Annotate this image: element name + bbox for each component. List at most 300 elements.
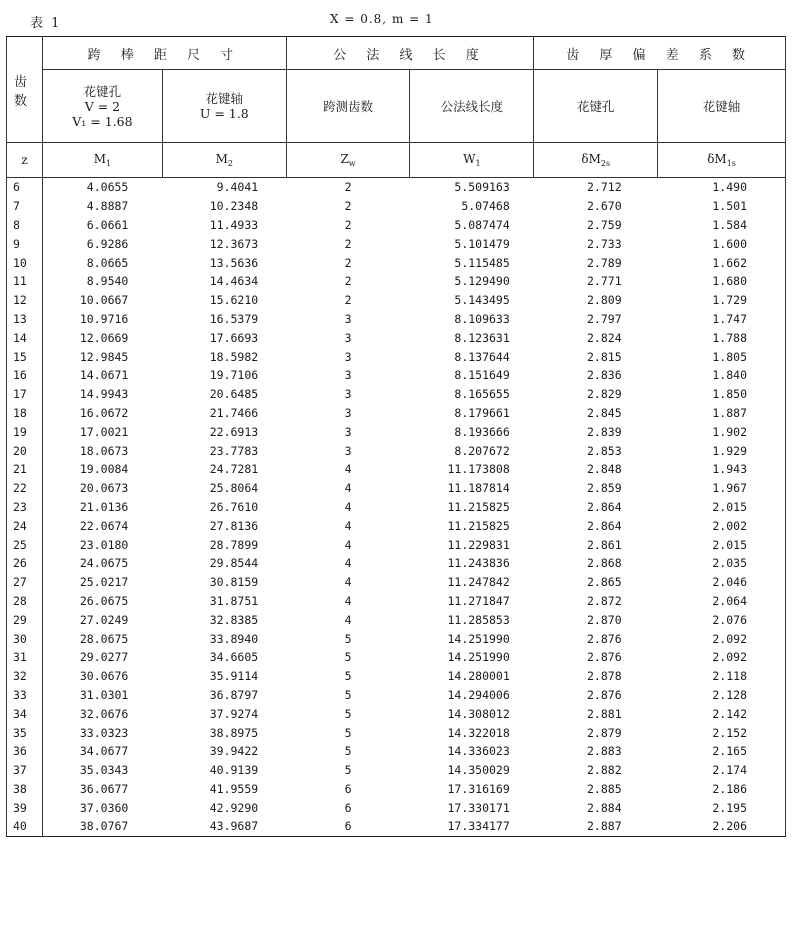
cell-m1: 16.0672 — [79, 405, 129, 420]
cell-dm-hole: 2.864 — [587, 518, 622, 533]
cell-dm-hole: 2.853 — [587, 443, 622, 458]
cell-m2: 20.6485 — [209, 387, 259, 402]
cell-teeth-spanned: 3 — [344, 349, 352, 364]
cell-dm-hole: 2.872 — [587, 593, 622, 608]
cell-dm-shaft: 1.662 — [712, 255, 747, 270]
cell-m2: 12.3673 — [209, 236, 259, 251]
cell-dm-hole: 2.861 — [587, 537, 622, 552]
table-row — [7, 648, 786, 667]
cell-m2: 16.5379 — [209, 311, 259, 326]
cell-w1: 8.207672 — [454, 443, 510, 458]
cell-m1: 14.0671 — [79, 368, 129, 383]
cell-dm-hole: 2.865 — [587, 575, 622, 590]
cell-m2: 19.7106 — [209, 368, 259, 383]
cell-dm-shaft: 2.206 — [712, 819, 747, 834]
symbol-dm-hole: $\delta M_{2s}$ — [534, 143, 658, 178]
cell-dm-hole: 2.839 — [587, 424, 622, 439]
group-header-thickness-deviation: 齿 厚 偏 差 系 数 — [534, 37, 786, 70]
cell-teeth-spanned: 3 — [344, 443, 352, 458]
cell-m2: 38.8975 — [209, 725, 259, 740]
table-row — [7, 422, 786, 441]
cell-dm-shaft: 2.195 — [712, 800, 747, 815]
cell-dm-shaft: 1.902 — [712, 424, 747, 439]
cell-dm-hole: 2.876 — [587, 687, 622, 702]
symbol-z: z — [7, 143, 43, 178]
cell-teeth-spanned: 5 — [344, 669, 352, 684]
cell-m2: 23.7783 — [209, 443, 259, 458]
cell-teeth-spanned: 4 — [344, 575, 352, 590]
cell-dm-shaft: 2.015 — [712, 499, 747, 514]
table-row — [7, 704, 786, 723]
cell-teeth-spanned: 4 — [344, 556, 352, 571]
cell-m2: 10.2348 — [209, 199, 259, 214]
cell-m1: 38.0767 — [79, 819, 129, 834]
cell-dm-shaft: 2.186 — [712, 781, 747, 796]
table-row — [7, 347, 786, 366]
symbol-zw: $Z_w$ — [286, 143, 410, 178]
cell-teeth-spanned: 2 — [344, 199, 352, 214]
cell-dm-shaft: 2.152 — [712, 725, 747, 740]
cell-dm-hole: 2.797 — [587, 311, 622, 326]
cell-w1: 5.087474 — [454, 217, 510, 232]
cell-teeth-spanned: 2 — [344, 255, 352, 270]
table-row — [7, 516, 786, 535]
cell-dm-hole: 2.882 — [587, 763, 622, 778]
table-row — [7, 798, 786, 817]
cell-teeth-spanned: 3 — [344, 330, 352, 345]
cell-teeth-spanned: 4 — [344, 537, 352, 552]
cell-w1: 17.316169 — [447, 781, 510, 796]
cell-m2: 24.7281 — [209, 462, 259, 477]
cell-teeth-spanned: 4 — [344, 499, 352, 514]
cell-w1: 8.109633 — [454, 311, 510, 326]
col-header-spline-shaft — [162, 70, 286, 143]
table-row — [7, 723, 786, 742]
cell-m1: 24.0675 — [79, 556, 129, 571]
cell-gear-count: 24 — [7, 516, 43, 535]
cell-m1: 4.0655 — [86, 180, 129, 195]
cell-gear-count: 25 — [7, 535, 43, 554]
cell-w1: 14.308012 — [447, 706, 510, 721]
table-row — [7, 761, 786, 780]
cell-m1: 26.0675 — [79, 593, 129, 608]
cell-m1: 17.0021 — [79, 424, 129, 439]
cell-w1: 8.165655 — [454, 387, 510, 402]
cell-dm-shaft: 2.118 — [712, 669, 747, 684]
symbol-w1: $W_1$ — [410, 143, 534, 178]
cell-teeth-spanned: 5 — [344, 650, 352, 665]
cell-gear-count: 23 — [7, 498, 43, 517]
cell-dm-hole: 2.815 — [587, 349, 622, 364]
cell-m1: 31.0301 — [79, 687, 129, 702]
cell-teeth-spanned: 3 — [344, 424, 352, 439]
cell-m2: 14.4634 — [209, 274, 259, 289]
cell-m1: 14.9943 — [79, 387, 129, 402]
cell-w1: 11.215825 — [447, 499, 510, 514]
cell-m2: 34.6605 — [209, 650, 259, 665]
cell-m2: 26.7610 — [209, 499, 259, 514]
group-header-common-normal: 公 法 线 长 度 — [286, 37, 534, 70]
cell-teeth-spanned: 6 — [344, 819, 352, 834]
cell-m2: 39.9422 — [209, 744, 259, 759]
cell-gear-count: 16 — [7, 366, 43, 385]
cell-m1: 30.0676 — [79, 669, 129, 684]
cell-dm-shaft: 1.600 — [712, 236, 747, 251]
group-header-span-distance: 跨 棒 距 尺 寸 — [42, 37, 286, 70]
cell-dm-shaft: 2.142 — [712, 706, 747, 721]
cell-gear-count: 34 — [7, 704, 43, 723]
cell-m2: 28.7899 — [209, 537, 259, 552]
col-header-name: 花键孔 — [83, 83, 122, 99]
cell-gear-count: 32 — [7, 667, 43, 686]
cell-dm-shaft: 1.501 — [712, 199, 747, 214]
cell-w1: 17.334177 — [447, 819, 510, 834]
cell-teeth-spanned: 2 — [344, 293, 352, 308]
table-parameters: X = 0.8, m = 1 — [330, 12, 434, 26]
cell-gear-count: 8 — [7, 216, 43, 235]
col-header-common-normal-length: 公法线长度 — [410, 70, 534, 143]
cell-dm-shaft: 2.174 — [712, 763, 747, 778]
col-header-deviation-shaft: 花键轴 — [658, 70, 786, 143]
cell-m2: 25.8064 — [209, 481, 259, 496]
symbol-m1: $M_1$ — [42, 143, 162, 178]
cell-dm-shaft: 2.128 — [712, 687, 747, 702]
cell-gear-count: 10 — [7, 253, 43, 272]
table-row — [7, 328, 786, 347]
cell-dm-hole: 2.868 — [587, 556, 622, 571]
cell-teeth-spanned: 4 — [344, 612, 352, 627]
cell-dm-hole: 2.789 — [587, 255, 622, 270]
cell-w1: 14.280001 — [447, 669, 510, 684]
cell-teeth-spanned: 4 — [344, 518, 352, 533]
table-row — [7, 498, 786, 517]
cell-w1: 14.294006 — [447, 687, 510, 702]
cell-gear-count: 27 — [7, 573, 43, 592]
cell-w1: 11.285853 — [447, 612, 510, 627]
cell-dm-hole: 2.878 — [587, 669, 622, 684]
cell-w1: 14.251990 — [447, 631, 510, 646]
cell-teeth-spanned: 6 — [344, 800, 352, 815]
cell-m1: 8.0665 — [86, 255, 129, 270]
cell-dm-hole: 2.887 — [587, 819, 622, 834]
cell-dm-shaft: 1.584 — [712, 217, 747, 232]
table-row — [7, 404, 786, 423]
cell-dm-shaft: 1.887 — [712, 405, 747, 420]
cell-dm-shaft: 2.035 — [712, 556, 747, 571]
cell-gear-count: 14 — [7, 328, 43, 347]
col-header-spline-hole — [42, 70, 162, 143]
cell-dm-hole: 2.712 — [587, 180, 622, 195]
cell-dm-hole: 2.876 — [587, 631, 622, 646]
cell-w1: 5.101479 — [454, 236, 510, 251]
cell-m1: 34.0677 — [79, 744, 129, 759]
cell-dm-shaft: 2.046 — [712, 575, 747, 590]
cell-w1: 11.229831 — [447, 537, 510, 552]
cell-dm-hole: 2.845 — [587, 405, 622, 420]
table-row — [7, 780, 786, 799]
table-row — [7, 253, 786, 272]
cell-dm-hole: 2.876 — [587, 650, 622, 665]
cell-m1: 36.0677 — [79, 781, 129, 796]
cell-m1: 18.0673 — [79, 443, 129, 458]
table-row — [7, 441, 786, 460]
cell-gear-count: 26 — [7, 554, 43, 573]
cell-w1: 14.322018 — [447, 725, 510, 740]
cell-dm-hole: 2.771 — [587, 274, 622, 289]
table-row — [7, 178, 786, 197]
cell-w1: 14.336023 — [447, 744, 510, 759]
cell-m1: 23.0180 — [79, 537, 129, 552]
cell-m1: 35.0343 — [79, 763, 129, 778]
cell-w1: 11.187814 — [447, 481, 510, 496]
cell-gear-count: 39 — [7, 798, 43, 817]
cell-m1: 4.8887 — [86, 199, 129, 214]
cell-teeth-spanned: 3 — [344, 387, 352, 402]
table-row — [7, 592, 786, 611]
cell-m1: 12.9845 — [79, 349, 129, 364]
table-row — [7, 197, 786, 216]
cell-m2: 32.8385 — [209, 612, 259, 627]
table-row — [7, 535, 786, 554]
cell-m2: 22.6913 — [209, 424, 259, 439]
cell-m1: 20.0673 — [79, 481, 129, 496]
table-row — [7, 460, 786, 479]
cell-gear-count: 35 — [7, 723, 43, 742]
cell-gear-count: 38 — [7, 780, 43, 799]
cell-m2: 37.9274 — [209, 706, 259, 721]
cell-m2: 43.9687 — [209, 819, 259, 834]
cell-dm-shaft: 2.076 — [712, 612, 747, 627]
cell-dm-hole: 2.864 — [587, 499, 622, 514]
cell-dm-hole: 2.884 — [587, 800, 622, 815]
cell-w1: 11.243836 — [447, 556, 510, 571]
cell-m2: 13.5636 — [209, 255, 259, 270]
cell-m2: 30.8159 — [209, 575, 259, 590]
cell-gear-count: 30 — [7, 629, 43, 648]
cell-gear-count: 20 — [7, 441, 43, 460]
cell-m1: 8.9540 — [86, 274, 129, 289]
cell-gear-count: 36 — [7, 742, 43, 761]
cell-teeth-spanned: 4 — [344, 462, 352, 477]
cell-teeth-spanned: 4 — [344, 593, 352, 608]
cell-m2: 21.7466 — [209, 405, 259, 420]
cell-dm-shaft: 1.729 — [712, 293, 747, 308]
col-header-teeth-spanned: 跨测齿数 — [286, 70, 410, 143]
gear-count-header: 齿数 — [7, 37, 43, 143]
col-header-param: V = 2 — [84, 98, 121, 114]
cell-m2: 15.6210 — [209, 293, 259, 308]
cell-dm-shaft: 2.002 — [712, 518, 747, 533]
spline-gear-table — [6, 36, 786, 837]
cell-gear-count: 13 — [7, 310, 43, 329]
cell-dm-hole: 2.824 — [587, 330, 622, 345]
cell-w1: 5.143495 — [454, 293, 510, 308]
cell-m1: 33.0323 — [79, 725, 129, 740]
cell-teeth-spanned: 3 — [344, 405, 352, 420]
cell-m1: 6.9286 — [86, 236, 129, 251]
cell-m2: 31.8751 — [209, 593, 259, 608]
cell-teeth-spanned: 5 — [344, 763, 352, 778]
cell-w1: 8.193666 — [454, 424, 510, 439]
cell-w1: 11.215825 — [447, 518, 510, 533]
cell-gear-count: 12 — [7, 291, 43, 310]
cell-w1: 5.129490 — [454, 274, 510, 289]
cell-teeth-spanned: 2 — [344, 274, 352, 289]
cell-dm-hole: 2.733 — [587, 236, 622, 251]
cell-m1: 22.0674 — [79, 518, 129, 533]
cell-teeth-spanned: 2 — [344, 236, 352, 251]
cell-gear-count: 21 — [7, 460, 43, 479]
cell-gear-count: 7 — [7, 197, 43, 216]
cell-w1: 8.123631 — [454, 330, 510, 345]
cell-teeth-spanned: 5 — [344, 744, 352, 759]
cell-gear-count: 28 — [7, 592, 43, 611]
col-header-deviation-hole: 花键孔 — [534, 70, 658, 143]
cell-teeth-spanned: 5 — [344, 706, 352, 721]
cell-dm-shaft: 1.680 — [712, 274, 747, 289]
cell-m1: 29.0277 — [79, 650, 129, 665]
cell-dm-hole: 2.883 — [587, 744, 622, 759]
col-header-param: U = 1.8 — [199, 106, 249, 121]
cell-gear-count: 11 — [7, 272, 43, 291]
cell-w1: 8.179661 — [454, 405, 510, 420]
cell-dm-shaft: 1.805 — [712, 349, 747, 364]
cell-w1: 5.115485 — [454, 255, 510, 270]
cell-m2: 18.5982 — [209, 349, 259, 364]
cell-dm-hole: 2.885 — [587, 781, 622, 796]
col-header-name: 花键轴 — [205, 91, 244, 106]
table-row — [7, 667, 786, 686]
cell-w1: 11.271847 — [447, 593, 510, 608]
table-row — [7, 234, 786, 253]
cell-m2: 42.9290 — [209, 800, 259, 815]
cell-m1: 32.0676 — [79, 706, 129, 721]
cell-dm-hole: 2.859 — [587, 481, 622, 496]
table-row — [7, 610, 786, 629]
cell-m2: 17.6693 — [209, 330, 259, 345]
table-row — [7, 573, 786, 592]
cell-teeth-spanned: 5 — [344, 687, 352, 702]
table-body — [7, 178, 786, 837]
table-row — [7, 554, 786, 573]
table-row — [7, 686, 786, 705]
cell-m2: 33.8940 — [209, 631, 259, 646]
cell-dm-hole: 2.881 — [587, 706, 622, 721]
cell-dm-hole: 2.870 — [587, 612, 622, 627]
cell-dm-hole: 2.836 — [587, 368, 622, 383]
cell-m1: 10.9716 — [79, 311, 129, 326]
cell-gear-count: 18 — [7, 404, 43, 423]
cell-w1: 11.173808 — [447, 462, 510, 477]
cell-dm-hole: 2.848 — [587, 462, 622, 477]
cell-teeth-spanned: 5 — [344, 631, 352, 646]
cell-dm-hole: 2.809 — [587, 293, 622, 308]
cell-gear-count: 22 — [7, 479, 43, 498]
cell-gear-count: 33 — [7, 686, 43, 705]
cell-m2: 36.8797 — [209, 687, 259, 702]
table-row — [7, 385, 786, 404]
cell-w1: 8.151649 — [454, 368, 510, 383]
cell-teeth-spanned: 4 — [344, 481, 352, 496]
cell-gear-count: 17 — [7, 385, 43, 404]
col-header-param: V₁ = 1.68 — [72, 113, 133, 129]
cell-m1: 25.0217 — [79, 575, 129, 590]
table-row — [7, 817, 786, 836]
table-row — [7, 366, 786, 385]
cell-teeth-spanned: 2 — [344, 180, 352, 195]
cell-gear-count: 9 — [7, 234, 43, 253]
cell-m2: 40.9139 — [209, 763, 259, 778]
table-caption: 表 1 — [30, 16, 62, 31]
cell-dm-hole: 2.829 — [587, 387, 622, 402]
cell-dm-shaft: 2.092 — [712, 650, 747, 665]
cell-m1: 6.0661 — [86, 217, 129, 232]
cell-dm-shaft: 2.015 — [712, 537, 747, 552]
cell-dm-shaft: 1.840 — [712, 368, 747, 383]
cell-gear-count: 15 — [7, 347, 43, 366]
table-row — [7, 479, 786, 498]
cell-m2: 41.9559 — [209, 781, 259, 796]
cell-m1: 27.0249 — [79, 612, 129, 627]
cell-w1: 14.251990 — [447, 650, 510, 665]
symbol-dm-shaft: $\delta M_{1s}$ — [658, 143, 786, 178]
cell-dm-shaft: 1.747 — [712, 311, 747, 326]
cell-gear-count: 29 — [7, 610, 43, 629]
cell-dm-shaft: 1.967 — [712, 481, 747, 496]
cell-dm-shaft: 1.943 — [712, 462, 747, 477]
cell-dm-shaft: 2.092 — [712, 631, 747, 646]
table-row — [7, 291, 786, 310]
cell-dm-shaft: 1.490 — [712, 180, 747, 195]
cell-m1: 10.0667 — [79, 293, 129, 308]
symbol-m2: $M_2$ — [162, 143, 286, 178]
cell-m2: 35.9114 — [209, 669, 259, 684]
cell-dm-shaft: 1.850 — [712, 387, 747, 402]
cell-teeth-spanned: 5 — [344, 725, 352, 740]
cell-m1: 37.0360 — [79, 800, 129, 815]
cell-gear-count: 19 — [7, 422, 43, 441]
cell-w1: 8.137644 — [454, 349, 510, 364]
cell-w1: 5.509163 — [454, 180, 510, 195]
cell-w1: 5.07468 — [461, 199, 510, 214]
cell-gear-count: 6 — [7, 178, 43, 197]
table-row — [7, 742, 786, 761]
table-row — [7, 629, 786, 648]
cell-dm-shaft: 2.165 — [712, 744, 747, 759]
cell-dm-hole: 2.879 — [587, 725, 622, 740]
cell-m2: 11.4933 — [209, 217, 259, 232]
cell-teeth-spanned: 6 — [344, 781, 352, 796]
cell-w1: 11.247842 — [447, 575, 510, 590]
cell-teeth-spanned: 2 — [344, 217, 352, 232]
cell-gear-count: 40 — [7, 817, 43, 836]
table-row — [7, 272, 786, 291]
cell-gear-count: 31 — [7, 648, 43, 667]
cell-dm-shaft: 1.929 — [712, 443, 747, 458]
cell-m2: 9.4041 — [216, 180, 259, 195]
cell-teeth-spanned: 3 — [344, 311, 352, 326]
cell-teeth-spanned: 3 — [344, 368, 352, 383]
cell-dm-shaft: 1.788 — [712, 330, 747, 345]
cell-dm-hole: 2.670 — [587, 199, 622, 214]
cell-gear-count: 37 — [7, 761, 43, 780]
cell-w1: 14.350029 — [447, 763, 510, 778]
cell-m1: 12.0669 — [79, 330, 129, 345]
cell-m2: 27.8136 — [209, 518, 259, 533]
cell-m2: 29.8544 — [209, 556, 259, 571]
cell-dm-hole: 2.759 — [587, 217, 622, 232]
cell-dm-shaft: 2.064 — [712, 593, 747, 608]
